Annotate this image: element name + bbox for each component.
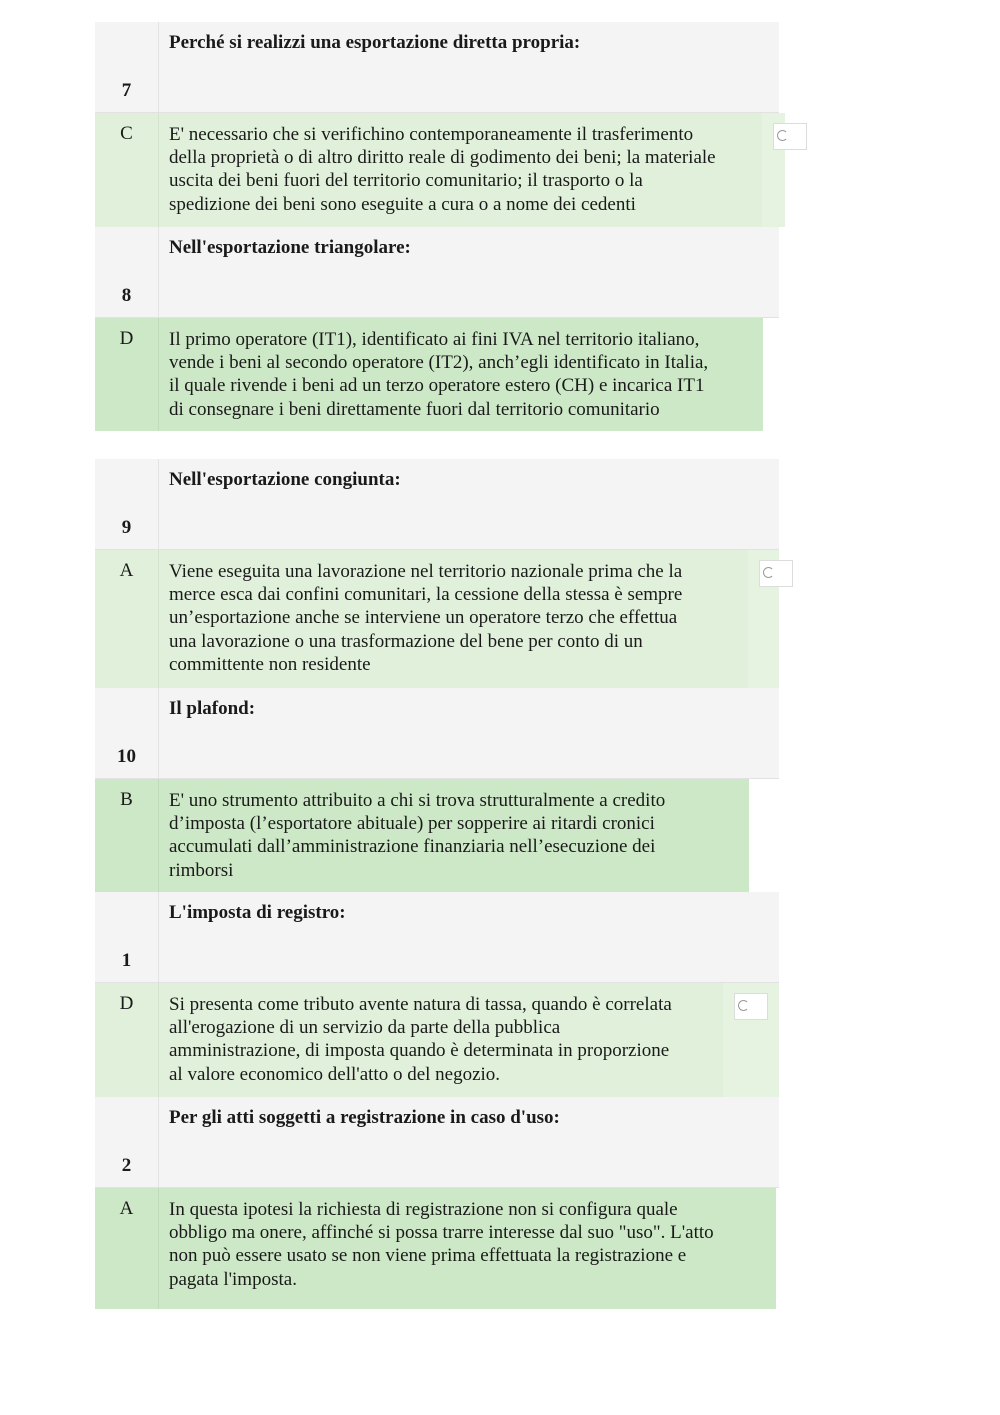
answer-letter: A [119, 560, 134, 581]
answer-line: accumulati dall’amministrazione finanziaria nell’esecuzione dei [169, 836, 656, 858]
answer-line: d’imposta (l’esportatore abituale) per sopperire ai ritardi cronici [169, 813, 655, 835]
answer-line: una lavorazione o una trasformazione del bene per conto di un [169, 630, 643, 652]
answer-radio-loading-icon[interactable] [759, 560, 793, 587]
answer-text [169, 1198, 714, 1291]
quiz-block-1 [95, 22, 779, 431]
answer-line: E' necessario che si verifichino contemporaneamente il trasferimento [169, 124, 694, 145]
answer-line: Si presenta come tributo avente natura di tassa, quando è correlata [169, 994, 672, 1015]
answer-line: pagata l'imposta. [169, 1268, 297, 1290]
answer-line: all'erogazione di un servizio da parte della pubblica [169, 1017, 561, 1039]
question-text: Nell'esportazione triangolare: [169, 237, 411, 258]
question-text: Perché si realizzi una esportazione diretta propria: [169, 32, 581, 53]
question-row [95, 688, 779, 779]
column-divider [158, 779, 159, 892]
question-number: 7 [121, 80, 132, 101]
column-divider [158, 688, 159, 778]
column-divider [158, 550, 159, 688]
answer-line: rimborsi [169, 859, 234, 881]
answer-text [169, 123, 716, 216]
answer-line: uscita dei beni fuori del territorio comunitario; il trasporto o la [169, 170, 643, 192]
question-number: 1 [121, 950, 132, 971]
answer-line: merce esca dai confini comunitari, la cessione della stessa è sempre [169, 584, 683, 606]
answer-row [95, 550, 779, 688]
answer-text [169, 328, 708, 421]
answer-letter: D [119, 993, 134, 1014]
answer-letter: A [119, 1198, 134, 1219]
answer-letter: B [120, 789, 133, 810]
answer-line: spedizione dei beni sono eseguite a cura o a nome dei cedenti [169, 193, 636, 215]
answer-line: al valore economico dell'atto o del negozio. [169, 1063, 501, 1085]
answer-row [95, 779, 749, 892]
column-divider [158, 113, 159, 227]
answer-line: della proprietà o di altro diritto reale di godimento dei beni; la materiale [169, 147, 716, 169]
question-row [95, 1097, 779, 1188]
answer-row [95, 983, 779, 1097]
answer-text [169, 789, 665, 882]
question-text: Per gli atti soggetti a registrazione in caso d'uso: [169, 1107, 560, 1128]
column-divider [158, 318, 159, 431]
answer-row [95, 1188, 776, 1309]
column-divider [158, 1188, 159, 1309]
answer-line: amministrazione, di imposta quando è determinata in proporzione [169, 1040, 670, 1062]
column-divider [158, 983, 159, 1097]
question-number: 9 [121, 517, 132, 538]
answer-line: il quale rivende i beni ad un terzo operatore estero (CH) e incarica IT1 [169, 375, 705, 397]
column-divider [158, 892, 159, 982]
answer-text [169, 993, 672, 1086]
answer-radio-loading-icon[interactable] [734, 993, 768, 1020]
question-number: 8 [121, 285, 132, 306]
question-row [95, 22, 779, 113]
answer-letter: D [119, 328, 134, 349]
answer-line: un’esportazione anche se interviene un operatore terzo che effettua [169, 607, 678, 629]
question-number: 10 [117, 746, 136, 767]
answer-line: In questa ipotesi la richiesta di registrazione non si configura quale [169, 1199, 678, 1220]
answer-line: E' uno strumento attribuito a chi si trova strutturalmente a credito [169, 790, 666, 811]
question-row [95, 227, 779, 318]
question-row [95, 459, 779, 550]
answer-line: committente non residente [169, 653, 371, 675]
answer-row [95, 113, 779, 227]
question-text: L'imposta di registro: [169, 902, 346, 923]
answer-row [95, 318, 763, 431]
question-number: 2 [121, 1155, 132, 1176]
answer-line: Viene eseguita una lavorazione nel territorio nazionale prima che la [169, 561, 683, 582]
column-divider [158, 22, 159, 112]
column-divider [158, 1097, 159, 1187]
question-row [95, 892, 779, 983]
answer-line: di consegnare i beni direttamente fuori dal territorio comunitario [169, 398, 660, 420]
column-divider [158, 227, 159, 317]
quiz-block-2 [95, 459, 779, 1309]
question-text: Nell'esportazione congiunta: [169, 469, 401, 490]
answer-letter: C [120, 123, 133, 144]
question-text: Il plafond: [169, 698, 256, 719]
answer-line: obbligo ma onere, affinché si possa trarre interesse dal suo "uso". L'atto [169, 1222, 714, 1244]
column-divider [158, 459, 159, 549]
answer-line: Il primo operatore (IT1), identificato ai fini IVA nel territorio italiano, [169, 329, 700, 350]
answer-text [169, 560, 682, 676]
answer-line: non può essere usato se non viene prima effettuata la registrazione e [169, 1245, 687, 1267]
answer-radio-loading-icon[interactable] [773, 123, 807, 150]
answer-line: vende i beni al secondo operatore (IT2), anch’egli identificato in Italia, [169, 352, 709, 374]
